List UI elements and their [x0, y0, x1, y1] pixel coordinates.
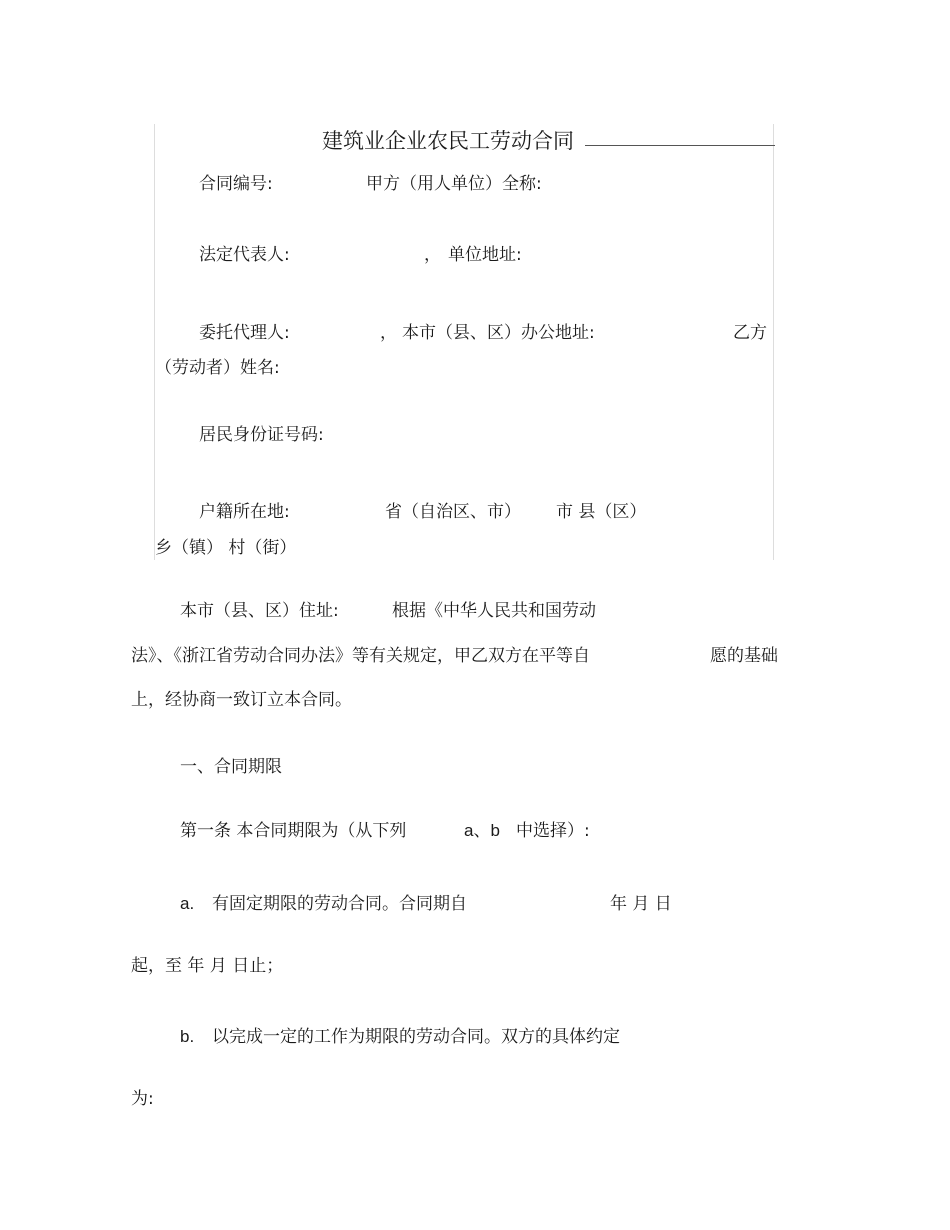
city-county-label: 市 县（区） — [556, 502, 647, 522]
comma-separator: ， — [424, 245, 441, 265]
section-heading-term: 一、合同期限 — [180, 757, 282, 777]
article-one-options: a、b — [464, 821, 500, 840]
legal-basis-line1: 根据《中华人民共和国劳动 — [392, 601, 596, 621]
option-a-continuation: 起，至 年 月 日止； — [131, 956, 284, 976]
option-b-marker: b. — [180, 1027, 195, 1046]
agent-label: 委托代理人: — [199, 323, 290, 343]
residence-label: 本市（县、区）住址: — [180, 601, 339, 621]
party-a-name-label: 甲方（用人单位）全称: — [366, 174, 542, 194]
id-number-label: 居民身份证号码: — [199, 425, 324, 445]
legal-representative-label: 法定代表人: — [199, 245, 290, 265]
option-a-date: 年 月 日 — [610, 894, 672, 914]
article-one-text: 第一条 本合同期限为（从下列 — [180, 821, 407, 841]
company-address-label: 单位地址: — [448, 245, 522, 265]
party-b-label: 乙方 — [733, 323, 767, 343]
article-one-text-end: 中选择）: — [516, 821, 590, 841]
option-a-marker: a. — [180, 894, 195, 913]
table-right-border — [773, 124, 774, 560]
document-title: 建筑业企业农民工劳动合同 — [322, 129, 574, 153]
office-address-label: 本市（县、区）办公地址: — [402, 323, 595, 343]
contract-number-label: 合同编号: — [199, 174, 273, 194]
legal-basis-line3: 上，经协商一致订立本合同。 — [131, 690, 352, 710]
table-left-border — [154, 124, 155, 560]
legal-basis-line2-end: 愿的基础 — [710, 646, 778, 666]
comma-separator: ， — [380, 323, 397, 343]
option-a-text: 有固定期限的劳动合同。合同期自 — [212, 894, 467, 914]
option-b-text: 以完成一定的工作为期限的劳动合同。双方的具体约定 — [212, 1027, 620, 1047]
worker-name-label: （劳动者）姓名: — [155, 358, 280, 378]
option-b-continuation: 为: — [131, 1089, 154, 1109]
township-village-label: 乡（镇） 村（街） — [155, 538, 297, 558]
title-rule — [585, 145, 775, 146]
household-registration-label: 户籍所在地: — [199, 502, 290, 522]
legal-basis-line2: 法》、《浙江省劳动合同办法》等有关规定，甲乙双方在平等自 — [131, 646, 590, 666]
province-label: 省（自治区、市） — [385, 502, 521, 522]
